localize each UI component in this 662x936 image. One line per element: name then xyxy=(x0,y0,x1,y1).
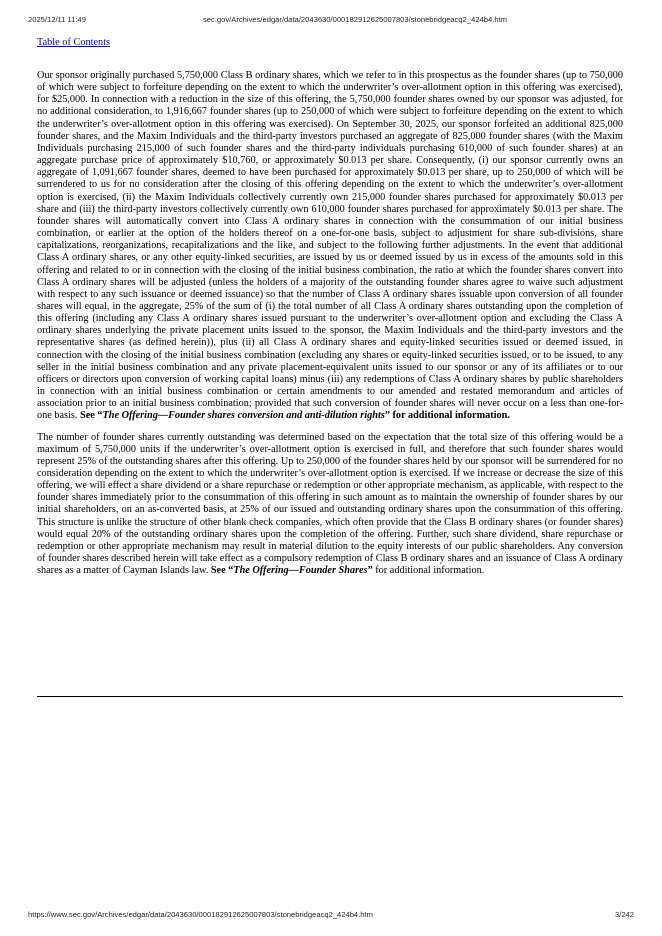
ref-suffix: ” for additional information. xyxy=(384,410,510,422)
paragraph-founder-shares-outstanding xyxy=(37,432,623,578)
document-body xyxy=(37,70,623,586)
table-of-contents-link[interactable]: Table of Contents xyxy=(37,37,111,48)
print-footer-url: https://www.sec.gov/Archives/edgar/data/2043630/000182912625007803/stonebridgeacq2_424b4.htm xyxy=(28,910,373,919)
ref-close-quote: ” xyxy=(367,565,373,577)
ref-suffix: for additional information. xyxy=(372,565,485,577)
ref-title: The Offering—Founder shares conversion and anti-dilution rights xyxy=(102,410,385,422)
page-break-rule xyxy=(37,696,623,697)
print-header xyxy=(0,15,662,27)
page-number: 3/242 xyxy=(614,910,634,919)
paragraph-founder-shares-purchase xyxy=(37,70,623,423)
cross-reference xyxy=(211,565,373,576)
paragraph-text: Our sponsor originally purchased 5,750,000 Class B ordinary shares, which we refer to in this prospectus as the founder shares (up to 750,000 of which were subject to forfeiture depending on the extent to which the underwriter’s over-allotment option in this offering was exercised), for $25,000. In connection with a reduction in the size of this offering, the 5,750,000 founder shares owned by our sponsor was adjusted, for no additional consideration, to 1,916,667 founder shares (up to 250,000 of which were subject to forfeiture depending on the extent to which the underwriter’s over-allotment option in this offering was exercised). On September 30, 2025, our sponsor forfeited an additional 825,000 founder shares, and the Maxim Individuals and the third-party investors purchased an aggregate of 825,000 founder shares (with the Maxim Individuals purchasing 215,000 of such founder shares and the third-party individuals purchasing 610,000 of such founder shares) at an aggregate purchase price of approximately $10,760, or approximately $0.013 per share. Consequently, (i) our sponsor currently owns an aggregate of 1,091,667 founder shares, deemed to have been purchased for approximately $0.013 per share, up to 250,000 of which will be surrendered to us for no consideration after the closing of this offering depending on the extent to which the underwriter’s over-allotment option is exercised, (ii) the Maxim Individuals collectively currently own 215,000 founder shares purchased for approximately $0.013 per share and (iii) the third-party investors collectively currently own 610,000 founder shares purchased for approximately $0.013 per share. The founder shares will automatically convert into Class A ordinary shares in connection with the consummation of our initial business combination, or earlier at the option of the holders thereof on a one-for-one basis, subject to adjustment for share sub-divisions, share capitalizations, reorganizations, recapitalizations and the like, and subject to the following further adjustments. In the event that additional Class A ordinary shares, or any other equity-linked securities, are issued by us or deemed issued by us in excess of the amounts sold in this offering and related to or in connection with the closing of the initial business combination, the ratio at which the founder shares convert into Class A ordinary shares will be adjusted (unless the holders of a majority of the outstanding founder shares agree to waive such adjustment with respect to any such issuance or deemed issuance) so that the number of Class A ordinary shares issuable upon conversion of all founder shares will equal, in the aggregate, 25% of the sum of (i) the total number of all Class A ordinary shares outstanding upon the completion of this offering (including any Class A ordinary shares issued pursuant to the underwriter’s over-allotment option and excluding the Class A ordinary shares underlying the private placement units issued to the sponsor, the Maxim Individuals and the third-party investors and the representative shares (as defined herein)), plus (ii) all Class A ordinary shares and equity-linked securities issued or deemed issued, in connection with the closing of the initial business combination (excluding any shares or equity-linked securities issued, or to be issued, to any seller in the initial business combination and any private placement-equivalent units issued to our sponsor or any of its affiliates or to our officers or directors upon conversion of working capital loans) minus (iii) any redemptions of Class A ordinary shares by public shareholders in connection with an initial business combination or certain amendments to our amended and restated memorandum and articles of association prior to an initial business combination; provided that such conversion of founder shares will never occur on a less than one-for-one basis. xyxy=(37,70,623,422)
print-header-url: sec.gov/Archives/edgar/data/2043630/000182912625007803/stonebridgeacq2_424b4.htm xyxy=(203,15,507,24)
ref-prefix: See “ xyxy=(80,410,103,422)
ref-prefix: See “ xyxy=(210,565,234,577)
paragraph-text: The number of founder shares currently outstanding was determined based on the expectation that the total size of this offering would be a maximum of 5,750,000 units if the underwriter’s over-allotment option is exercised in full, and therefore that such founder shares would represent 25% of the outstanding shares after this offering. Up to 250,000 of the founder shares held by our sponsor will be surrendered for no consideration depending on the extent to which the underwriter’s over-allotment option is exercised. If we increase or decrease the size of this offering, we will effect a share dividend or a share repurchase or redemption or other appropriate mechanism, as applicable, with respect to the founder shares immediately prior to the consummation of this offering in such amount as to maintain the ownership of founder shares by our initial shareholders, on an as-converted basis, at 25% of our issued and outstanding ordinary shares upon the consummation of this offering. This structure is unlike the structure of other blank check companies, which often provide that the Class B ordinary shares (or founder shares) would equal 20% of the outstanding ordinary shares upon the completion of the offering. Further, such share dividend, share repurchase or redemption or other appropriate mechanism may result in material dilution to the equity interests of our public shareholders. Any conversion of founder shares described herein will take effect as a compulsory redemption of Class B ordinary shares and an issuance of Class A ordinary shares as a matter of Cayman Islands law. xyxy=(37,431,623,577)
print-footer xyxy=(0,910,662,922)
print-datetime: 2025/12/11 11:49 xyxy=(28,15,86,24)
ref-title: The Offering—Founder Shares xyxy=(233,565,368,577)
cross-reference xyxy=(80,410,510,421)
